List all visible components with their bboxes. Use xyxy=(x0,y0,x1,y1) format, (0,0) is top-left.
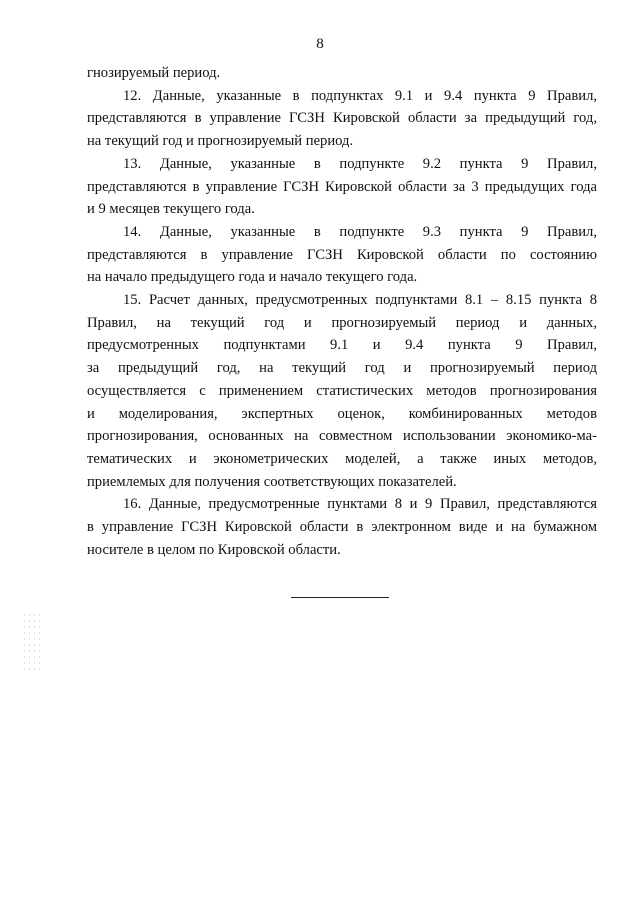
scan-speckle xyxy=(22,612,42,672)
text-line: представляются в управление ГСЗН Кировской области за предыдущий год, xyxy=(87,110,597,127)
text-line: Правил, на текущий год и прогнозируемый период и данных, xyxy=(87,314,597,331)
text-line: 14. Данные, указанные в подпункте 9.3 пункта 9 Правил, xyxy=(123,223,597,240)
text-line: предусмотренных подпунктами 9.1 и 9.4 пункта 9 Правил, xyxy=(87,337,597,354)
text-line: на текущий год и прогнозируемый период. xyxy=(87,133,354,150)
text-line: за предыдущий год, на текущий год и прогнозируемый период xyxy=(87,360,597,377)
text-line: 16. Данные, предусмотренные пунктами 8 и 9 Правил, представляются xyxy=(123,496,597,513)
text-line: в управление ГСЗН Кировской области в электронном виде и на бумажном xyxy=(87,519,597,536)
text-line: представляются в управление ГСЗН Кировской области по состоянию xyxy=(87,246,597,263)
text-line: гнозируемый период. xyxy=(87,65,221,81)
text-line: тематических и эконометрических моделей, а также иных методов, xyxy=(87,450,597,467)
text-line: 12. Данные, указанные в подпунктах 9.1 и 9.4 пункта 9 Правил, xyxy=(123,87,597,104)
text-line: прогнозирования, основанных на совместном использовании экономико-ма- xyxy=(87,428,597,445)
text-line: на начало предыдущего года и начало текущего года. xyxy=(87,269,418,286)
text-line: носителе в целом по Кировской области. xyxy=(87,541,341,558)
text-line: представляются в управление ГСЗН Кировской области за 3 предыдущих года xyxy=(87,178,597,195)
text-line: 15. Расчет данных, предусмотренных подпунктами 8.1 – 8.15 пункта 8 xyxy=(123,292,597,309)
text-line: осуществляется с применением статистических методов прогнозирования xyxy=(87,382,597,399)
text-line: приемлемых для получения соответствующих показателей. xyxy=(87,473,457,490)
text-line: и моделирования, экспертных оценок, комбинированных методов xyxy=(87,405,597,422)
end-separator-line xyxy=(291,597,389,598)
page-number: 8 xyxy=(316,36,324,52)
text-line: 13. Данные, указанные в подпункте 9.2 пункта 9 Правил, xyxy=(123,155,597,172)
text-line: и 9 месяцев текущего года. xyxy=(87,201,255,218)
document-body xyxy=(87,62,597,561)
